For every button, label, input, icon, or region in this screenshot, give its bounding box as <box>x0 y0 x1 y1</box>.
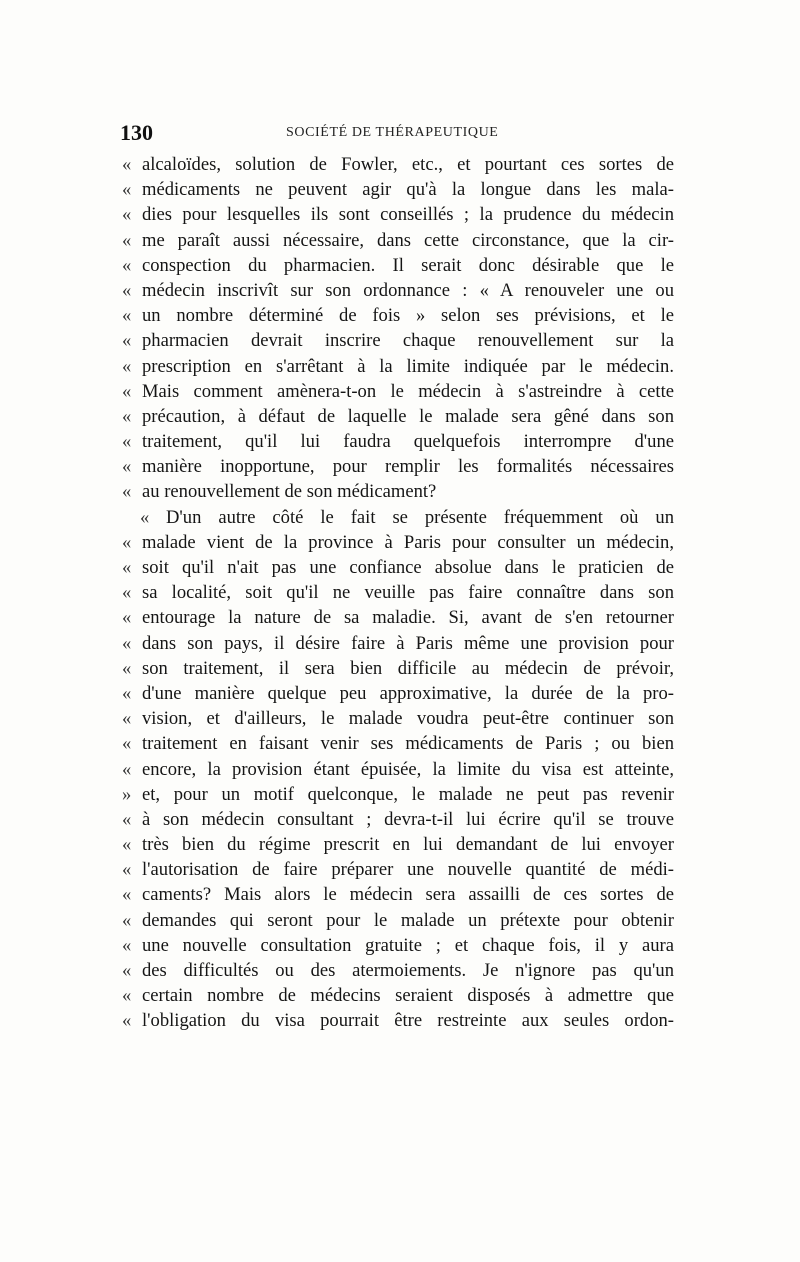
quote-mark: « <box>122 179 132 201</box>
line-text: traitement, qu'il lui faudra quelquefois interrompre d'une <box>142 431 674 453</box>
text-line <box>122 882 678 907</box>
line-text: précaution, à défaut de laquelle le malade sera gêné dans son <box>142 405 674 427</box>
text-line <box>122 530 678 555</box>
quote-mark: « <box>122 909 132 931</box>
page-header <box>120 120 680 150</box>
quote-mark: « <box>122 607 132 629</box>
quote-mark: « <box>122 330 132 352</box>
quote-mark: « <box>140 506 150 528</box>
line-text: prescription en s'arrêtant à la limite indiquée par le médecin. <box>142 355 674 377</box>
quote-mark: « <box>122 632 132 654</box>
line-text: encore, la provision étant épuisée, la limite du visa est atteinte, <box>142 758 674 780</box>
quote-mark: « <box>122 380 132 402</box>
text-line <box>122 479 678 504</box>
quote-mark: « <box>122 884 132 906</box>
line-text: caments? Mais alors le médecin sera assailli de ces sortes de <box>142 884 674 906</box>
quote-mark: « <box>122 859 132 881</box>
page-number: 130 <box>120 120 153 145</box>
line-text: entourage la nature de sa maladie. Si, avant de s'en retourner <box>142 607 674 629</box>
quote-mark: « <box>122 557 132 578</box>
body-text <box>122 152 678 1034</box>
quote-mark: « <box>122 154 132 175</box>
line-text: au renouvellement de son médicament? <box>142 481 437 503</box>
quote-mark: « <box>122 657 132 679</box>
text-line <box>122 933 678 958</box>
line-text: très bien du régime prescrit en lui demandant de lui envoyer <box>142 834 674 856</box>
line-text: me paraît aussi nécessaire, dans cette circonstance, que la cir- <box>142 229 674 251</box>
quote-mark: « <box>122 708 132 730</box>
text-line <box>122 656 678 681</box>
text-line <box>122 782 678 807</box>
text-line <box>122 807 678 832</box>
text-line <box>122 505 678 530</box>
text-line <box>122 429 678 454</box>
line-text: à son médecin consultant ; devra-t-il lui écrire qu'il se trouve <box>142 808 674 830</box>
text-line <box>122 379 678 404</box>
quote-mark: « <box>122 531 132 553</box>
quote-mark: « <box>122 985 132 1007</box>
running-head: SOCIÉTÉ DE THÉRAPEUTIQUE <box>286 125 499 140</box>
line-text: traitement en faisant venir ses médicaments de Paris ; ou bien <box>142 733 674 755</box>
text-line <box>122 580 678 605</box>
line-text: certain nombre de médecins seraient disposés à admettre que <box>142 985 674 1007</box>
line-text: manière inopportune, pour remplir les formalités nécessaires <box>142 456 674 478</box>
text-line <box>122 731 678 756</box>
line-text: malade vient de la province à Paris pour consulter un médecin, <box>142 531 674 553</box>
text-line <box>122 328 678 353</box>
line-text: l'obligation du visa pourrait être restreinte aux seules ordon- <box>142 1010 674 1032</box>
text-line <box>122 958 678 983</box>
text-line <box>122 253 678 278</box>
line-text: pharmacien devrait inscrire chaque renouvellement sur la <box>142 330 674 352</box>
quote-mark: « <box>122 405 132 427</box>
line-text: conspection du pharmacien. Il serait donc désirable que le <box>142 254 674 276</box>
line-text: une nouvelle consultation gratuite ; et chaque fois, il y aura <box>142 934 674 956</box>
quote-mark: « <box>122 808 132 830</box>
text-line <box>122 555 678 580</box>
line-text: sa localité, soit qu'il ne veuille pas faire connaître dans son <box>142 582 674 604</box>
quote-mark: « <box>122 758 132 780</box>
quote-mark: « <box>122 355 132 377</box>
line-text: d'une manière quelque peu approximative, la durée de la pro- <box>142 682 674 704</box>
text-line <box>122 152 678 177</box>
line-text: alcaloïdes, solution de Fowler, etc., et pourtant ces sortes de <box>142 154 674 175</box>
quote-mark: « <box>122 431 132 453</box>
text-line <box>122 454 678 479</box>
quote-mark: « <box>122 254 132 276</box>
text-line <box>122 202 678 227</box>
text-line <box>122 832 678 857</box>
quote-mark: « <box>122 960 132 981</box>
line-text: soit qu'il n'ait pas une confiance absolue dans le praticien de <box>142 557 674 578</box>
line-text: des difficultés ou des atermoiements. Je n'ignore pas qu'un <box>142 960 674 981</box>
line-text: vision, et d'ailleurs, le malade voudra peut-être continuer son <box>142 708 674 730</box>
line-text: un nombre déterminé de fois » selon ses prévisions, et le <box>142 305 674 327</box>
text-line <box>122 605 678 630</box>
quote-mark: « <box>122 229 132 251</box>
line-text: dans son pays, il désire faire à Paris même une provision pour <box>142 632 674 654</box>
text-line <box>122 857 678 882</box>
text-line <box>122 303 678 328</box>
line-text: médecin inscrivît sur son ordonnance : « A renouveler une ou <box>142 279 674 301</box>
text-line <box>122 757 678 782</box>
quote-mark: « <box>122 733 132 755</box>
quote-mark: « <box>122 834 132 856</box>
line-text: demandes qui seront pour le malade un prétexte pour obtenir <box>142 909 674 931</box>
quote-mark: « <box>122 456 132 478</box>
quote-mark: « <box>122 682 132 704</box>
text-line <box>122 404 678 429</box>
text-line <box>122 908 678 933</box>
quote-mark: » <box>122 783 132 805</box>
text-line <box>122 354 678 379</box>
line-text: et, pour un motif quelconque, le malade ne peut pas revenir <box>142 783 674 805</box>
quote-mark: « <box>122 481 132 503</box>
line-text: D'un autre côté le fait se présente fréquemment où un <box>166 506 674 528</box>
quote-mark: « <box>122 1010 132 1032</box>
quote-mark: « <box>122 279 132 301</box>
text-line <box>122 681 678 706</box>
text-line <box>122 278 678 303</box>
line-text: médicaments ne peuvent agir qu'à la longue dans les mala- <box>142 179 674 201</box>
line-text: son traitement, il sera bien difficile au médecin de prévoir, <box>142 657 674 679</box>
line-text: dies pour lesquelles ils sont conseillés ; la prudence du médecin <box>142 204 674 226</box>
quote-mark: « <box>122 305 132 327</box>
quote-mark: « <box>122 204 132 226</box>
quote-mark: « <box>122 934 132 956</box>
text-line <box>122 1008 678 1033</box>
text-line <box>122 631 678 656</box>
line-text: Mais comment amènera-t-on le médecin à s'astreindre à cette <box>142 380 674 402</box>
line-text: l'autorisation de faire préparer une nouvelle quantité de médi- <box>142 859 674 881</box>
text-line <box>122 228 678 253</box>
quote-mark: « <box>122 582 132 604</box>
text-line <box>122 706 678 731</box>
text-line <box>122 983 678 1008</box>
text-line <box>122 177 678 202</box>
